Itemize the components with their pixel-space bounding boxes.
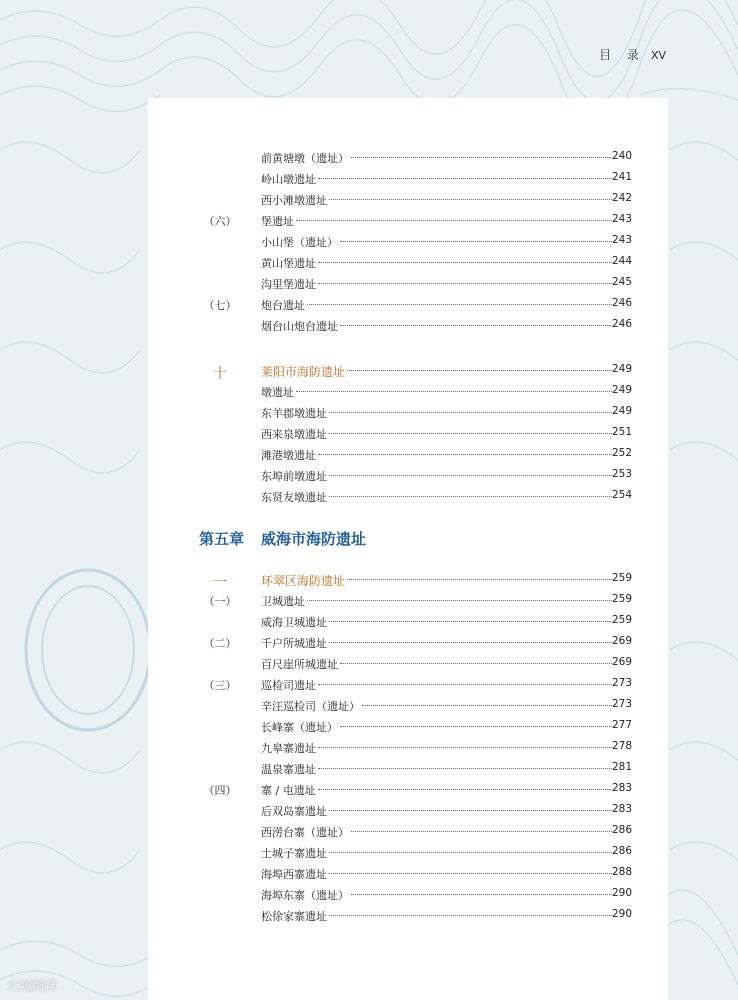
toc-leader-dots <box>296 391 612 392</box>
toc-entry-page: 283 <box>612 782 633 794</box>
toc-entry-page: 269 <box>612 635 633 647</box>
toc-entry-page: 259 <box>612 572 633 584</box>
toc-entry-page: 252 <box>612 447 633 459</box>
toc-entry-page: 243 <box>612 213 633 225</box>
toc-entry-page: 249 <box>612 384 633 396</box>
toc-entry[interactable] <box>0 758 738 778</box>
chapter-number: 第五章 <box>199 530 245 548</box>
toc-leader-dots <box>318 454 612 455</box>
toc-leader-dots <box>340 241 612 242</box>
toc-entry[interactable] <box>0 273 738 293</box>
toc-entry[interactable] <box>0 210 738 230</box>
toc-entry-title: 小山堡（遗址） <box>261 236 338 249</box>
toc-entry-title: 墩遗址 <box>261 386 294 399</box>
toc-entry[interactable] <box>0 252 738 272</box>
toc-entry[interactable] <box>0 905 738 925</box>
toc-leader-dots <box>318 178 612 179</box>
toc-leader-dots <box>318 768 612 769</box>
toc-entry-page: 277 <box>612 719 633 731</box>
toc-entry[interactable] <box>0 842 738 862</box>
toc-entry-title: 东羊郡墩遗址 <box>261 407 327 420</box>
toc-entry[interactable] <box>0 695 738 715</box>
toc-entry-title: 沟里堡遗址 <box>261 278 316 291</box>
toc-leader-dots <box>329 199 612 200</box>
toc-entry[interactable] <box>0 821 738 841</box>
toc-leader-dots <box>362 705 612 706</box>
toc-leader-dots <box>318 283 612 284</box>
toc-entry[interactable] <box>0 147 738 167</box>
toc-entry-title: 前黄塘墩（遗址） <box>261 152 349 165</box>
toc-leader-dots <box>318 262 612 263</box>
toc-leader-dots <box>329 475 612 476</box>
toc-leader-dots <box>351 894 612 895</box>
toc-leader-dots <box>318 747 612 748</box>
toc-entry-page: 273 <box>612 677 633 689</box>
toc-entry-page: 253 <box>612 468 633 480</box>
toc-entry-page: 286 <box>612 824 633 836</box>
toc-entry[interactable] <box>0 779 738 799</box>
toc-entry-page: 269 <box>612 656 633 668</box>
toc-entry-page: 283 <box>612 803 633 815</box>
toc-entry-page: 290 <box>612 887 633 899</box>
toc-leader-dots <box>329 642 612 643</box>
toc-entry-number: （四） <box>203 784 237 797</box>
toc-leader-dots <box>340 726 612 727</box>
toc-entry-title: 滩港墩遗址 <box>261 449 316 462</box>
toc-entry-number: （六） <box>203 215 237 228</box>
toc-entry-page: 288 <box>612 866 633 878</box>
toc-entry-number: 一 <box>213 575 227 591</box>
toc-entry-title: 西小滩墩遗址 <box>261 194 327 207</box>
toc-entry-title: 海埠西寨遗址 <box>261 868 327 881</box>
toc-leader-dots <box>329 433 612 434</box>
toc-entry[interactable] <box>0 632 738 652</box>
toc-entry-title: 海埠东寨（遗址） <box>261 889 349 902</box>
toc-leader-dots <box>329 496 612 497</box>
watermark: 大观海洋 <box>6 979 59 994</box>
toc-entry[interactable] <box>0 168 738 188</box>
toc-entry-page: 273 <box>612 698 633 710</box>
toc-entry-title: 西涝台寨（遗址） <box>261 826 349 839</box>
chapter-heading[interactable] <box>199 528 599 550</box>
toc-entry-title: 东贤友墩遗址 <box>261 491 327 504</box>
toc-entry-page: 242 <box>612 192 633 204</box>
toc-entry-page: 249 <box>612 405 633 417</box>
toc-leader-dots <box>329 810 612 811</box>
toc-entry-title: 炮台遗址 <box>261 299 305 312</box>
toc-entry-title: 岭山墩遗址 <box>261 173 316 186</box>
toc-entry-number: （一） <box>203 595 237 608</box>
toc-entry-page: 241 <box>612 171 633 183</box>
toc-entry-page: 290 <box>612 908 633 920</box>
toc-entry[interactable] <box>0 423 738 443</box>
toc-entry-title: 东埠前墩遗址 <box>261 470 327 483</box>
toc-entry[interactable] <box>0 863 738 883</box>
toc-leader-dots <box>347 579 612 580</box>
toc-entry-page: 254 <box>612 489 633 501</box>
toc-entry-title: 威海卫城遗址 <box>261 616 327 629</box>
toc-leader-dots <box>329 621 612 622</box>
toc-entry[interactable] <box>0 590 738 610</box>
toc-leader-dots <box>351 831 612 832</box>
toc-leader-dots <box>307 304 612 305</box>
toc-leader-dots <box>329 412 612 413</box>
toc-entry-title: 寨 / 屯遗址 <box>261 784 316 797</box>
toc-entry-page: 286 <box>612 845 633 857</box>
toc-entry-number: （七） <box>203 299 237 312</box>
toc-entry-title: 百尺崖所城遗址 <box>261 658 338 671</box>
toc-entry[interactable] <box>0 294 738 314</box>
toc-leader-dots <box>318 684 612 685</box>
toc-entry-title: 巡检司遗址 <box>261 679 316 692</box>
toc-leader-dots <box>318 789 612 790</box>
toc-entry-page: 245 <box>612 276 633 288</box>
toc-leader-dots <box>347 370 612 371</box>
chapter-title: 威海市海防遗址 <box>261 530 367 548</box>
toc-entry[interactable] <box>0 716 738 736</box>
running-head-page-number: XV <box>650 49 666 62</box>
toc-entry-number: 十 <box>213 366 227 382</box>
toc-entry[interactable] <box>0 884 738 904</box>
toc-entry-title: 堡遗址 <box>261 215 294 228</box>
toc-entry-title: 环翠区海防遗址 <box>261 574 346 588</box>
toc-entry-title: 松徐家寨遗址 <box>261 910 327 923</box>
toc-entry-title: 后双岛寨遗址 <box>261 805 327 818</box>
toc-entry[interactable] <box>0 315 738 335</box>
toc-entry-page: 281 <box>612 761 633 773</box>
toc-entry-title: 土城子寨遗址 <box>261 847 327 860</box>
running-head-label: 目 录 <box>599 48 645 62</box>
toc-entry[interactable] <box>0 611 738 631</box>
toc-entry-title: 长峰寨（遗址） <box>261 721 338 734</box>
toc-entry-title: 烟台山炮台遗址 <box>261 320 338 333</box>
toc-leader-dots <box>329 852 612 853</box>
toc-entry-page: 240 <box>612 150 633 162</box>
toc-entry-number: （三） <box>203 679 237 692</box>
toc-leader-dots <box>351 157 612 158</box>
toc-entry[interactable] <box>0 444 738 464</box>
toc-entry-page: 243 <box>612 234 633 246</box>
toc-leader-dots <box>329 915 612 916</box>
toc-entry-page: 249 <box>612 363 633 375</box>
toc-section-entry[interactable] <box>0 569 738 589</box>
toc-entry-page: 246 <box>612 318 633 330</box>
toc-entry-title: 黄山堡遗址 <box>261 257 316 270</box>
toc-entry-page: 278 <box>612 740 633 752</box>
toc-entry[interactable] <box>0 465 738 485</box>
toc-entry[interactable] <box>0 653 738 673</box>
toc-entry-title: 卫城遗址 <box>261 595 305 608</box>
toc-entry-title: 九皋寨遗址 <box>261 742 316 755</box>
toc-entry-title: 温泉寨遗址 <box>261 763 316 776</box>
toc-entry-page: 251 <box>612 426 633 438</box>
toc-entry[interactable] <box>0 486 738 506</box>
toc-entry[interactable] <box>0 381 738 401</box>
toc-leader-dots <box>307 600 612 601</box>
toc-entry[interactable] <box>0 402 738 422</box>
toc-entry[interactable] <box>0 674 738 694</box>
toc-entry-title: 千户所城遗址 <box>261 637 327 650</box>
toc-entry-page: 244 <box>612 255 633 267</box>
toc-entry-number: （二） <box>203 637 237 650</box>
toc-entry-page: 259 <box>612 593 633 605</box>
toc-entry-title: 辛汪巡检司（遗址） <box>261 700 360 713</box>
toc-leader-dots <box>329 873 612 874</box>
toc-entry[interactable] <box>0 189 738 209</box>
toc-entry[interactable] <box>0 737 738 757</box>
toc-entry[interactable] <box>0 800 738 820</box>
toc-entry-title: 西来泉墩遗址 <box>261 428 327 441</box>
toc-entry[interactable] <box>0 231 738 251</box>
toc-leader-dots <box>340 325 612 326</box>
toc-entry-title: 莱阳市海防遗址 <box>261 365 346 379</box>
toc-entry-page: 246 <box>612 297 633 309</box>
toc-entry-page: 259 <box>612 614 633 626</box>
toc-leader-dots <box>340 663 612 664</box>
toc-section-entry[interactable] <box>0 360 738 380</box>
toc-leader-dots <box>296 220 612 221</box>
